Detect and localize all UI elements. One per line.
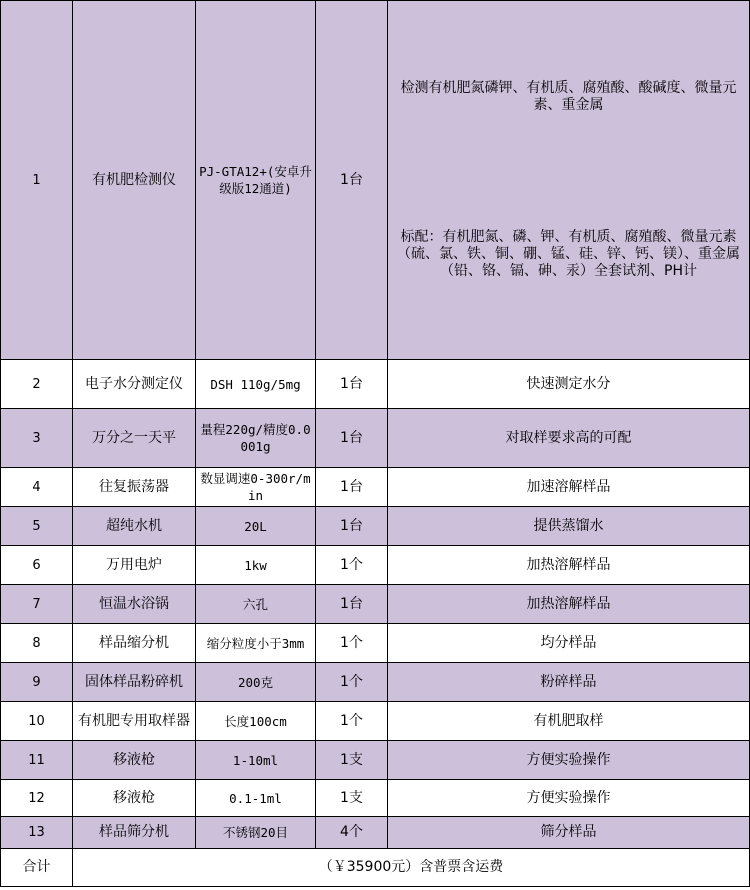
description-cell: 有机肥取样 <box>388 702 750 741</box>
row-number-cell: 8 <box>1 624 73 663</box>
quantity-cell: 1台 <box>316 585 388 624</box>
row-number-cell: 3 <box>1 409 73 468</box>
model-spec-cell: 不锈钢20目 <box>196 817 316 849</box>
description-text: 检测有机肥氮磷钾、有机质、腐殖酸、酸碱度、微量元素、重金属 <box>400 80 737 113</box>
table-row <box>1 663 750 702</box>
equipment-name-cell: 样品筛分机 <box>73 817 196 849</box>
model-spec-cell: 量程220g/精度0.0001g <box>196 409 316 468</box>
description-cell: 粉碎样品 <box>388 663 750 702</box>
model-spec-cell: 长度100cm <box>196 702 316 741</box>
model-spec-cell: 数显调速0-300r/min <box>196 468 316 507</box>
row-number-cell: 5 <box>1 507 73 546</box>
model-spec-cell: 1kw <box>196 546 316 585</box>
row-number-cell: 10 <box>1 702 73 741</box>
row-number-cell: 12 <box>1 780 73 817</box>
description-cell: 对取样要求高的可配 <box>388 409 750 468</box>
table-row <box>1 624 750 663</box>
description-cell: 加速溶解样品 <box>388 468 750 507</box>
row-number-cell: 11 <box>1 741 73 780</box>
quantity-cell: 1台 <box>316 409 388 468</box>
quantity-cell: 1台 <box>316 507 388 546</box>
description-cell: 加热溶解样品 <box>388 585 750 624</box>
model-spec-cell: 200克 <box>196 663 316 702</box>
quantity-cell: 1支 <box>316 741 388 780</box>
row-number-cell: 9 <box>1 663 73 702</box>
description-cell: 筛分样品 <box>388 817 750 849</box>
table-row <box>1 702 750 741</box>
equipment-name-cell: 超纯水机 <box>73 507 196 546</box>
total-value-cell: （￥35900元）含普票含运费 <box>73 849 750 887</box>
table-row <box>1 409 750 468</box>
table-row <box>1 468 750 507</box>
description-cell: 方便实验操作 <box>388 780 750 817</box>
row-number-cell: 2 <box>1 360 73 409</box>
quantity-cell: 1个 <box>316 702 388 741</box>
row-number-cell: 7 <box>1 585 73 624</box>
equipment-name-cell: 恒温水浴锅 <box>73 585 196 624</box>
quantity-cell: 1台 <box>316 360 388 409</box>
model-spec-cell: 缩分粒度小于3mm <box>196 624 316 663</box>
quantity-cell: 1支 <box>316 780 388 817</box>
quantity-cell: 1台 <box>316 468 388 507</box>
row-number-cell: 6 <box>1 546 73 585</box>
equipment-name-cell: 万分之一天平 <box>73 409 196 468</box>
model-spec-cell: 1-10ml <box>196 741 316 780</box>
table-row <box>1 817 750 849</box>
description-cell: 均分样品 <box>388 624 750 663</box>
equipment-name-cell: 样品缩分机 <box>73 624 196 663</box>
equipment-name-cell: 有机肥专用取样器 <box>73 702 196 741</box>
quantity-cell: 1个 <box>316 546 388 585</box>
description-cell <box>388 1 750 360</box>
description-cell: 方便实验操作 <box>388 741 750 780</box>
description-cell: 提供蒸馏水 <box>388 507 750 546</box>
standard-config-text: 标配：有机肥氮、磷、钾、有机质、腐殖酸、微量元素（硫、氯、铁、铜、硼、锰、硅、锌、钙、镁）、重金属（铅、铬、镉、砷、汞）全套试剂、PH计 <box>397 229 740 279</box>
model-spec-cell: 20L <box>196 507 316 546</box>
equipment-name-cell: 移液枪 <box>73 780 196 817</box>
table-row <box>1 1 750 360</box>
model-spec-cell: 六孔 <box>196 585 316 624</box>
model-spec-cell: PJ-GTA12+(安卓升级版12通道) <box>196 1 316 360</box>
description-cell: 加热溶解样品 <box>388 546 750 585</box>
equipment-name-cell: 电子水分测定仪 <box>73 360 196 409</box>
quantity-cell: 1台 <box>316 1 388 360</box>
row-number-cell: 4 <box>1 468 73 507</box>
model-spec-cell: 0.1-1ml <box>196 780 316 817</box>
row-number-cell: 1 <box>1 1 73 360</box>
total-label-cell: 合计 <box>1 849 73 887</box>
quantity-cell: 1个 <box>316 663 388 702</box>
description-cell: 快速测定水分 <box>388 360 750 409</box>
equipment-name-cell: 有机肥检测仪 <box>73 1 196 360</box>
table-row <box>1 741 750 780</box>
table-row <box>1 360 750 409</box>
table-row <box>1 585 750 624</box>
total-row <box>1 849 750 887</box>
quantity-cell: 1个 <box>316 624 388 663</box>
equipment-name-cell: 固体样品粉碎机 <box>73 663 196 702</box>
row-number-cell: 13 <box>1 817 73 849</box>
equipment-name-cell: 万用电炉 <box>73 546 196 585</box>
table-row <box>1 546 750 585</box>
model-spec-cell: DSH 110g/5mg <box>196 360 316 409</box>
table-row <box>1 507 750 546</box>
quantity-cell: 4个 <box>316 817 388 849</box>
equipment-name-cell: 移液枪 <box>73 741 196 780</box>
table-row <box>1 780 750 817</box>
equipment-name-cell: 往复振荡器 <box>73 468 196 507</box>
